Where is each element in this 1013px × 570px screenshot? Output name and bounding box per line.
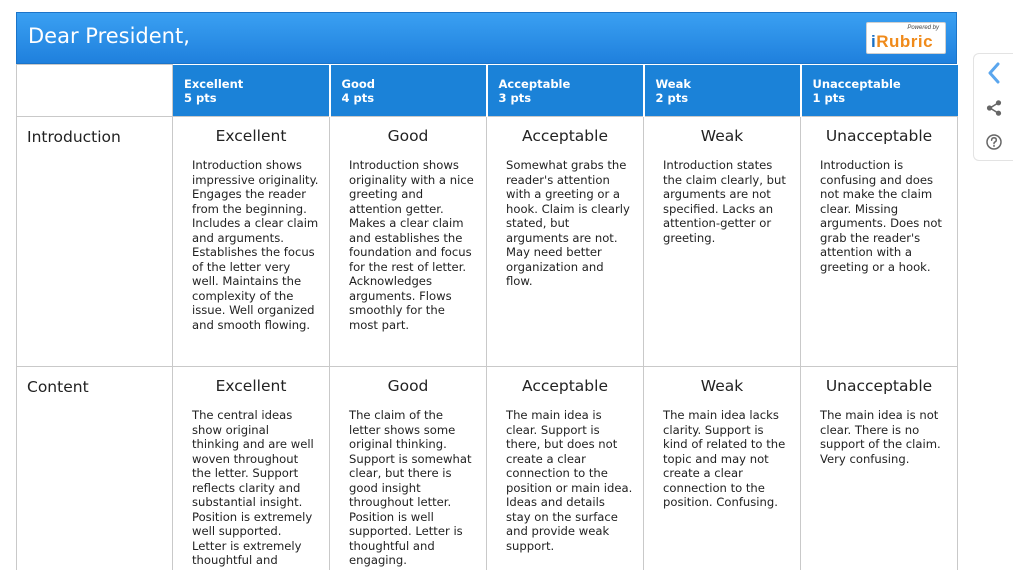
share-icon [985,99,1003,117]
rubric-table [16,64,958,570]
rubric-title-bar [16,12,957,64]
level-points: 1 pts [812,90,846,105]
rubric-cell[interactable] [330,117,487,367]
cell-title: Excellent [215,377,287,395]
level-name: Weak [655,76,691,91]
cell-description: The main idea is not clear. There is no support of the claim. Very confusing. [820,408,941,466]
level-header [173,65,330,117]
cell-description: Introduction states the claim clearly, but arguments are not specified. Lacks an attention-getter or greeting. [663,158,786,245]
level-header [801,65,958,117]
cell-title: Acceptable [521,127,608,145]
level-points: 3 pts [498,90,532,105]
cell-description: Introduction shows impressive originality. Engages the reader from the beginning. Includes a clear claim and arguments. Establishes the focus of the letter very well. Maintains the complexity of the issue. Well organized and smooth flowing. [192,158,319,332]
cell-description: Introduction shows originality with a nice greeting and attention getter. Makes a clear claim and establishes the foundation and focus for the rest of letter. Acknowledges arguments. Flows smoothly for the most part. [349,158,474,332]
logo-powered-by: Powered by [907,25,939,31]
collapse-panel-button[interactable] [974,58,1013,88]
level-points: 2 pts [655,90,689,105]
cell-title: Unacceptable [825,377,933,395]
side-panel [973,53,1013,161]
logo-name-rest: Rubric [876,32,934,51]
rubric [16,12,957,570]
level-header [330,65,487,117]
logo-name-prefix: i [871,32,877,51]
cell-title: Excellent [215,127,287,145]
cell-description: Somewhat grabs the reader's attention with a greeting or a hook. Claim is clearly stated, but arguments are not. May need better organization and flow. [506,158,630,288]
criterion-row [17,367,958,570]
help-button[interactable] [974,127,1013,157]
cell-title: Unacceptable [825,127,933,145]
rubric-cell[interactable] [173,117,330,367]
level-name: Acceptable [498,76,571,91]
irubric-logo[interactable] [866,22,946,54]
level-name: Excellent [184,76,244,91]
level-points: 5 pts [184,90,217,105]
rubric-title: Dear President, [28,24,190,48]
cell-title: Weak [700,127,744,145]
rubric-cell[interactable] [487,367,644,570]
share-button[interactable] [974,93,1013,123]
rubric-cell[interactable] [801,117,958,367]
rubric-cell[interactable] [487,117,644,367]
rubric-cell[interactable] [644,117,801,367]
cell-title: Good [387,127,429,145]
criterion-name: Introduction [17,117,173,367]
level-name: Unacceptable [812,76,901,91]
level-header-row [17,65,958,117]
rubric-cell[interactable] [801,367,958,570]
cell-title: Acceptable [521,377,608,395]
help-icon [985,133,1003,151]
cell-description: The main idea is clear. Support is there, but does not create a clear connection to the position or main idea. Ideas and details stay on the surface and provide weak support. [506,408,633,553]
level-header [487,65,644,117]
logo-name [871,32,933,52]
cell-description: The claim of the letter shows some original thinking. Support is somewhat clear, but there is good insight throughout letter. Position is well supported. Letter is thoughtful and engaging. [349,408,472,567]
level-points: 4 pts [341,90,375,105]
criterion-row [17,117,958,367]
level-header [644,65,801,117]
cell-description: The central ideas show original thinking and are well woven throughout the letter. Support reflects clarity and substantial insight. Position is extremely well supported. Letter is extremely thoughtful and [192,408,314,567]
chevron-left-icon [986,62,1002,84]
level-name: Good [341,76,375,91]
rubric-cell[interactable] [173,367,330,570]
cell-title: Good [387,377,429,395]
criterion-name: Content [17,367,173,570]
rubric-cell[interactable] [330,367,487,570]
cell-description: The main idea lacks clarity. Support is kind of related to the topic and may not create a clear connection to the position. Confusing. [663,408,786,509]
cell-title: Weak [700,377,744,395]
rubric-cell[interactable] [644,367,801,570]
cell-description: Introduction is confusing and does not make the claim clear. Missing arguments. Does not grab the reader's attention with a greeting or a hook. [820,158,942,274]
header-corner [17,65,173,117]
